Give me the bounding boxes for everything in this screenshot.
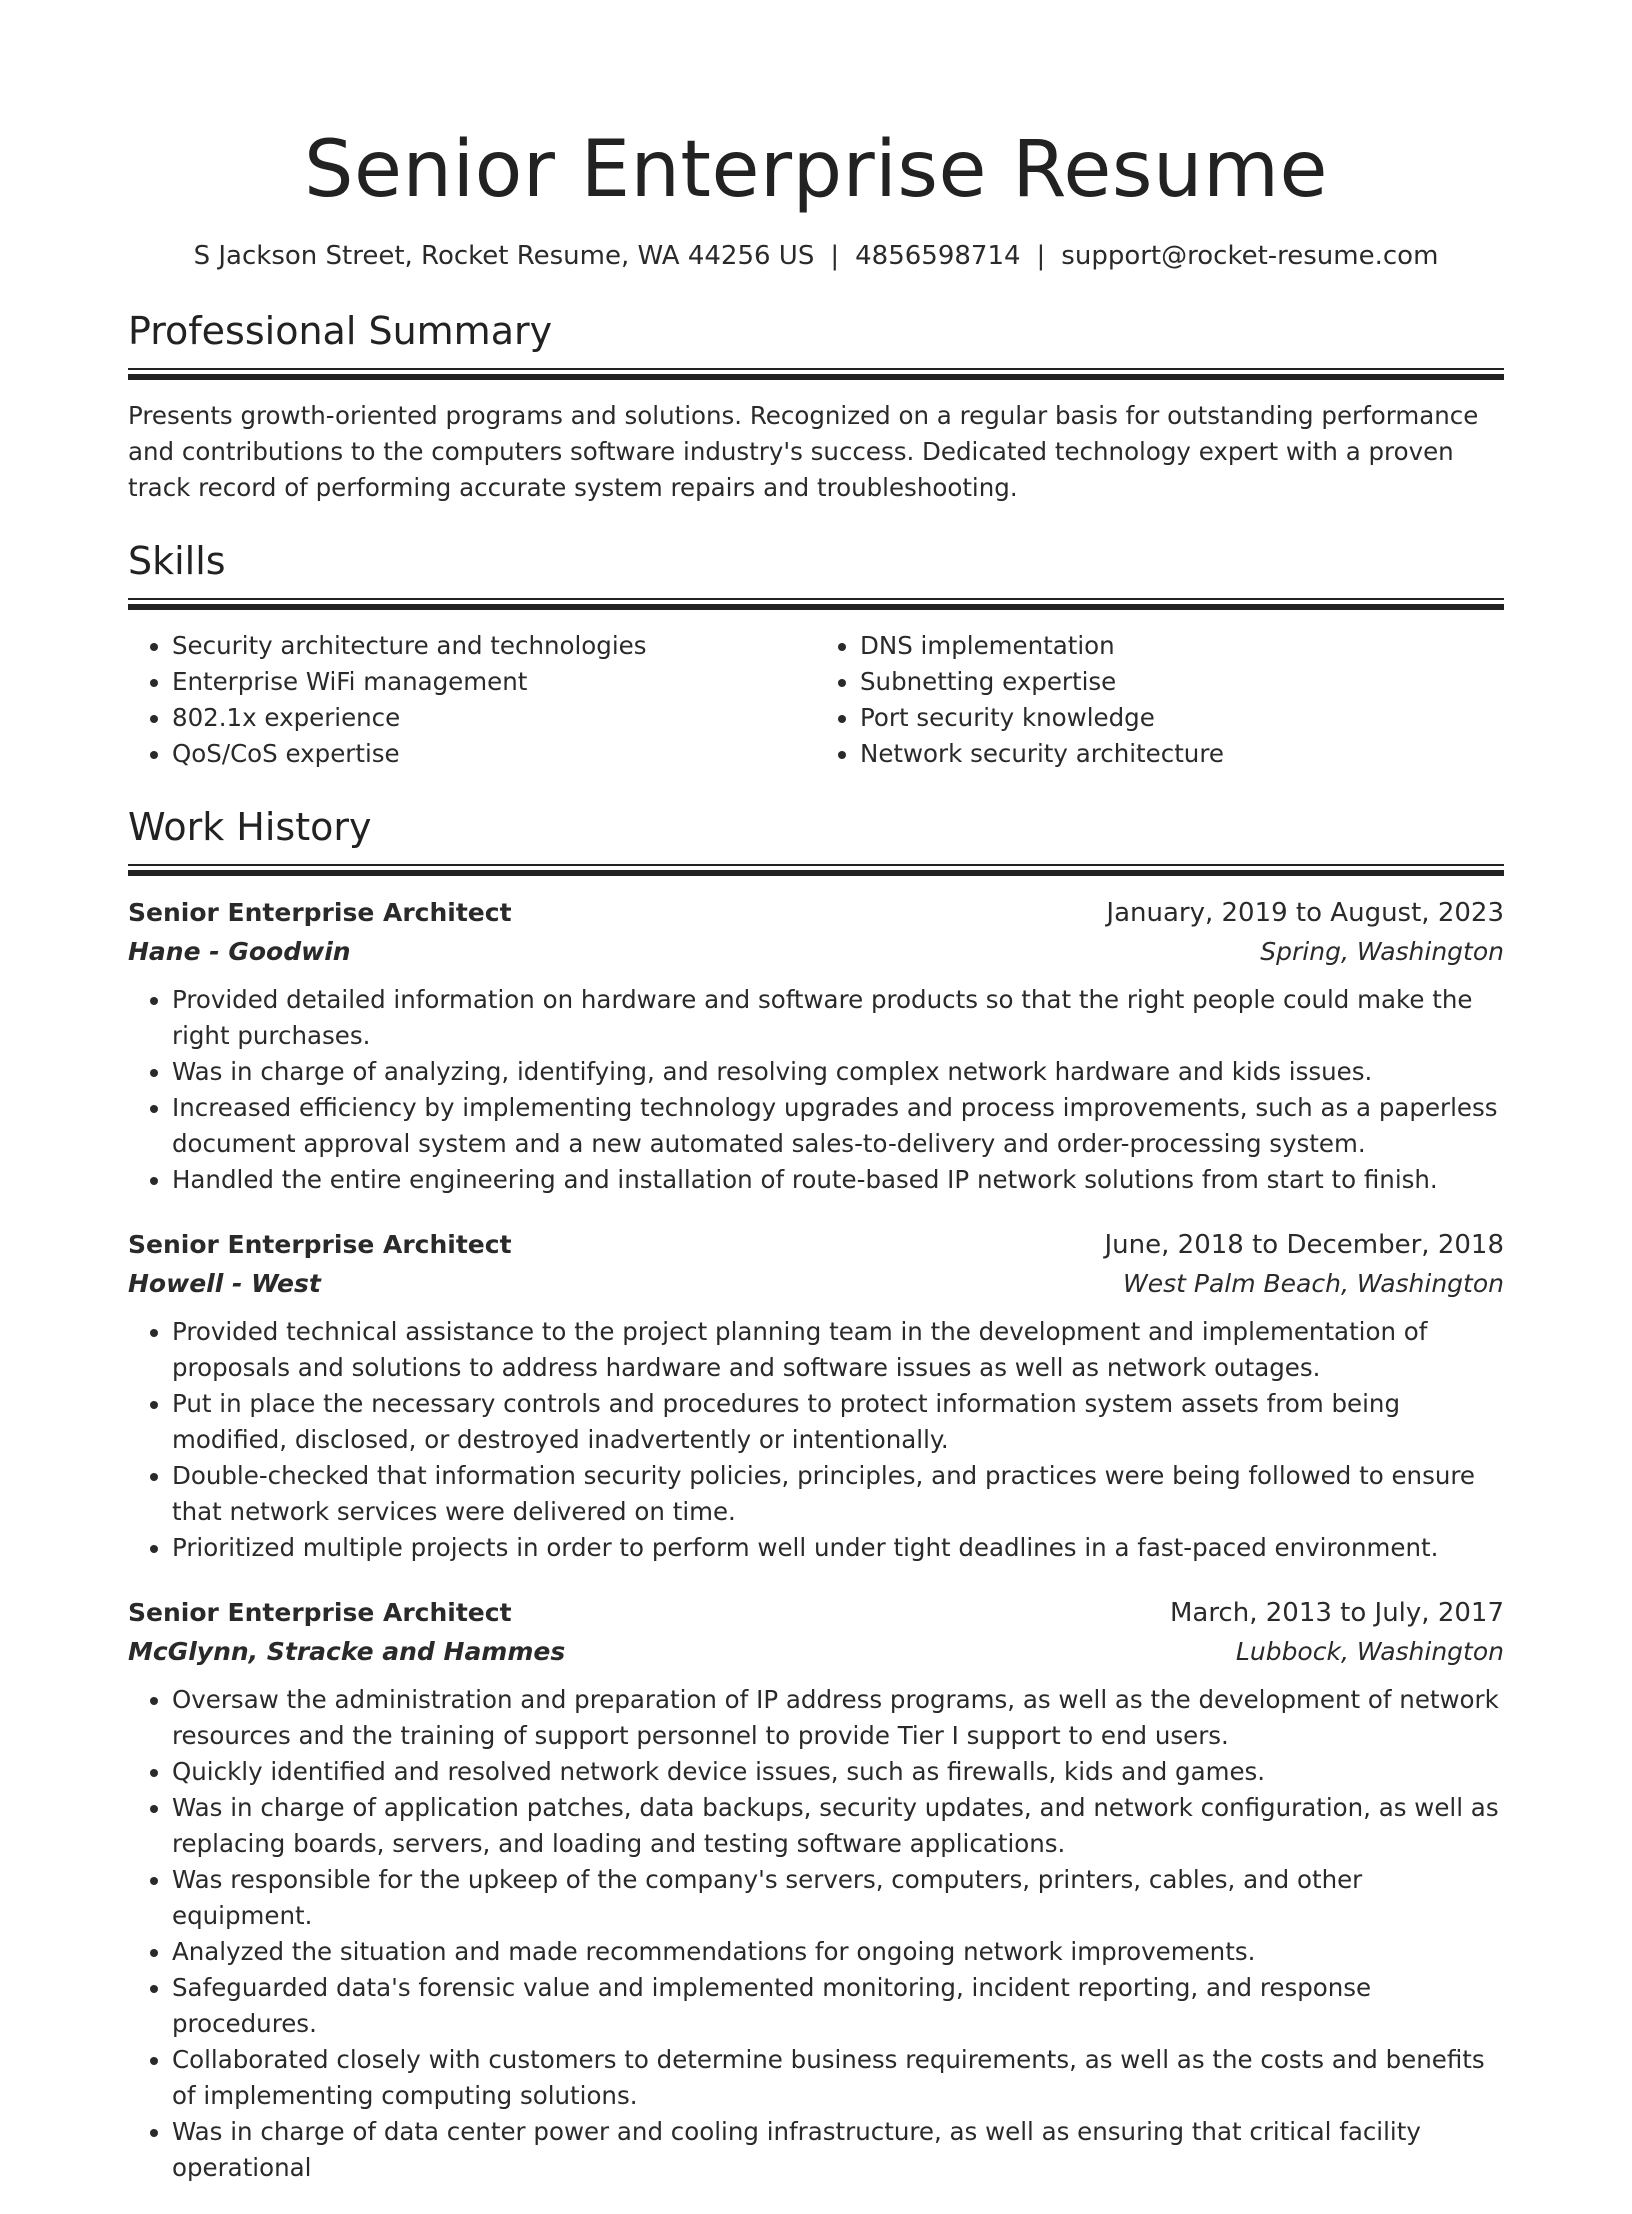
contact-address: S Jackson Street, Rocket Resume, WA 44256 US	[193, 241, 815, 271]
job-bullet: • Increased efficiency by implementing technology upgrades and process improvements, such as a paperless document approval system and a new automated sales-to-delivery and order-processing system.	[172, 1090, 1504, 1162]
job-dates: June, 2018 to December, 2018	[1104, 1230, 1504, 1260]
job-bullet: • Oversaw the administration and preparation of IP address programs, as well as the development of network resources and the training of support personnel to provide Tier I support to end users.	[172, 1682, 1504, 1754]
job-company: McGlynn, Stracke and Hammes	[128, 1637, 566, 1666]
section-divider	[128, 598, 1504, 610]
job-bullet: • Put in place the necessary controls and procedures to protect information system assets from being modified, disclosed, or destroyed inadvertently or intentionally.	[172, 1386, 1504, 1458]
skill-item: • DNS implementation	[860, 628, 1504, 664]
summary-text: Presents growth-oriented programs and solutions. Recognized on a regular basis for outstanding performance and contributions to the computers software industry's success. Dedicated technology expert with a proven track record of performing accurate system repairs and troubleshooting.	[128, 401, 1479, 502]
job-title: Senior Enterprise Architect	[128, 1598, 512, 1627]
job-entry	[128, 1594, 1504, 2186]
contact-email: support@rocket-resume.com	[1061, 241, 1439, 271]
skill-item: • QoS/CoS expertise	[172, 736, 816, 772]
job-entry	[128, 894, 1504, 1198]
job-dates: January, 2019 to August, 2023	[1106, 898, 1504, 928]
skills-right-list	[816, 628, 1504, 772]
skill-item: • Security architecture and technologies	[172, 628, 816, 664]
job-bullet: • Collaborated closely with customers to determine business requirements, as well as the costs and benefits of implementing computing solutions.	[172, 2042, 1504, 2114]
job-title: Senior Enterprise Architect	[128, 898, 512, 927]
job-bullet: • Provided technical assistance to the project planning team in the development and implementation of proposals and solutions to address hardware and software issues as well as network outages.	[172, 1314, 1504, 1386]
skills-columns	[128, 628, 1504, 772]
job-title: Senior Enterprise Architect	[128, 1230, 512, 1259]
job-bullet: • Safeguarded data's forensic value and implemented monitoring, incident reporting, and response procedures.	[172, 1970, 1504, 2042]
job-location: West Palm Beach, Washington	[1123, 1269, 1504, 1298]
job-bullet: • Analyzed the situation and made recommendations for ongoing network improvements.	[172, 1934, 1504, 1970]
work-title: Work History	[128, 805, 372, 849]
skills-title: Skills	[128, 539, 226, 583]
job-company: Hane - Goodwin	[128, 937, 351, 966]
skill-item: • Enterprise WiFi management	[172, 664, 816, 700]
section-divider	[128, 864, 1504, 876]
job-bullet: • Handled the entire engineering and installation of route-based IP network solutions from start to finish.	[172, 1162, 1504, 1198]
job-bullet: • Was in charge of application patches, data backups, security updates, and network configuration, as well as replacing boards, servers, and loading and testing software applications.	[172, 1790, 1504, 1862]
work-section	[128, 802, 1504, 2186]
job-bullets	[128, 1314, 1504, 1566]
contact-phone: 4856598714	[855, 241, 1021, 271]
contact-line	[128, 238, 1504, 274]
job-location: Lubbock, Washington	[1235, 1637, 1504, 1666]
job-bullet: • Provided detailed information on hardware and software products so that the right people could make the right purchases.	[172, 982, 1504, 1054]
contact-separator: |	[830, 241, 840, 271]
job-bullets	[128, 1682, 1504, 2186]
skills-section	[128, 536, 1504, 772]
job-bullet: • Was in charge of data center power and cooling infrastructure, as well as ensuring that critical facility operational	[172, 2114, 1504, 2186]
job-bullet: • Prioritized multiple projects in order to perform well under tight deadlines in a fast-paced environment.	[172, 1530, 1504, 1566]
skill-item: • 802.1x experience	[172, 700, 816, 736]
skills-left-list	[128, 628, 816, 772]
job-bullet: • Was responsible for the upkeep of the company's servers, computers, printers, cables, and other equipment.	[172, 1862, 1504, 1934]
summary-title: Professional Summary	[128, 309, 553, 353]
contact-separator: |	[1036, 241, 1046, 271]
job-bullet: • Was in charge of analyzing, identifying, and resolving complex network hardware and kids issues.	[172, 1054, 1504, 1090]
job-entry	[128, 1226, 1504, 1566]
skill-item: • Subnetting expertise	[860, 664, 1504, 700]
job-bullet: • Quickly identified and resolved network device issues, such as firewalls, kids and games.	[172, 1754, 1504, 1790]
resume-page	[128, 120, 1504, 2214]
summary-section	[128, 306, 1504, 506]
skill-item: • Network security architecture	[860, 736, 1504, 772]
job-bullets	[128, 982, 1504, 1198]
job-location: Spring, Washington	[1260, 937, 1504, 966]
job-company: Howell - West	[128, 1269, 321, 1298]
resume-name: Senior Enterprise Resume	[304, 125, 1328, 215]
section-divider	[128, 368, 1504, 380]
skill-item: • Port security knowledge	[860, 700, 1504, 736]
job-dates: March, 2013 to July, 2017	[1169, 1598, 1504, 1628]
job-bullet: • Double-checked that information security policies, principles, and practices were being followed to ensure that network services were delivered on time.	[172, 1458, 1504, 1530]
